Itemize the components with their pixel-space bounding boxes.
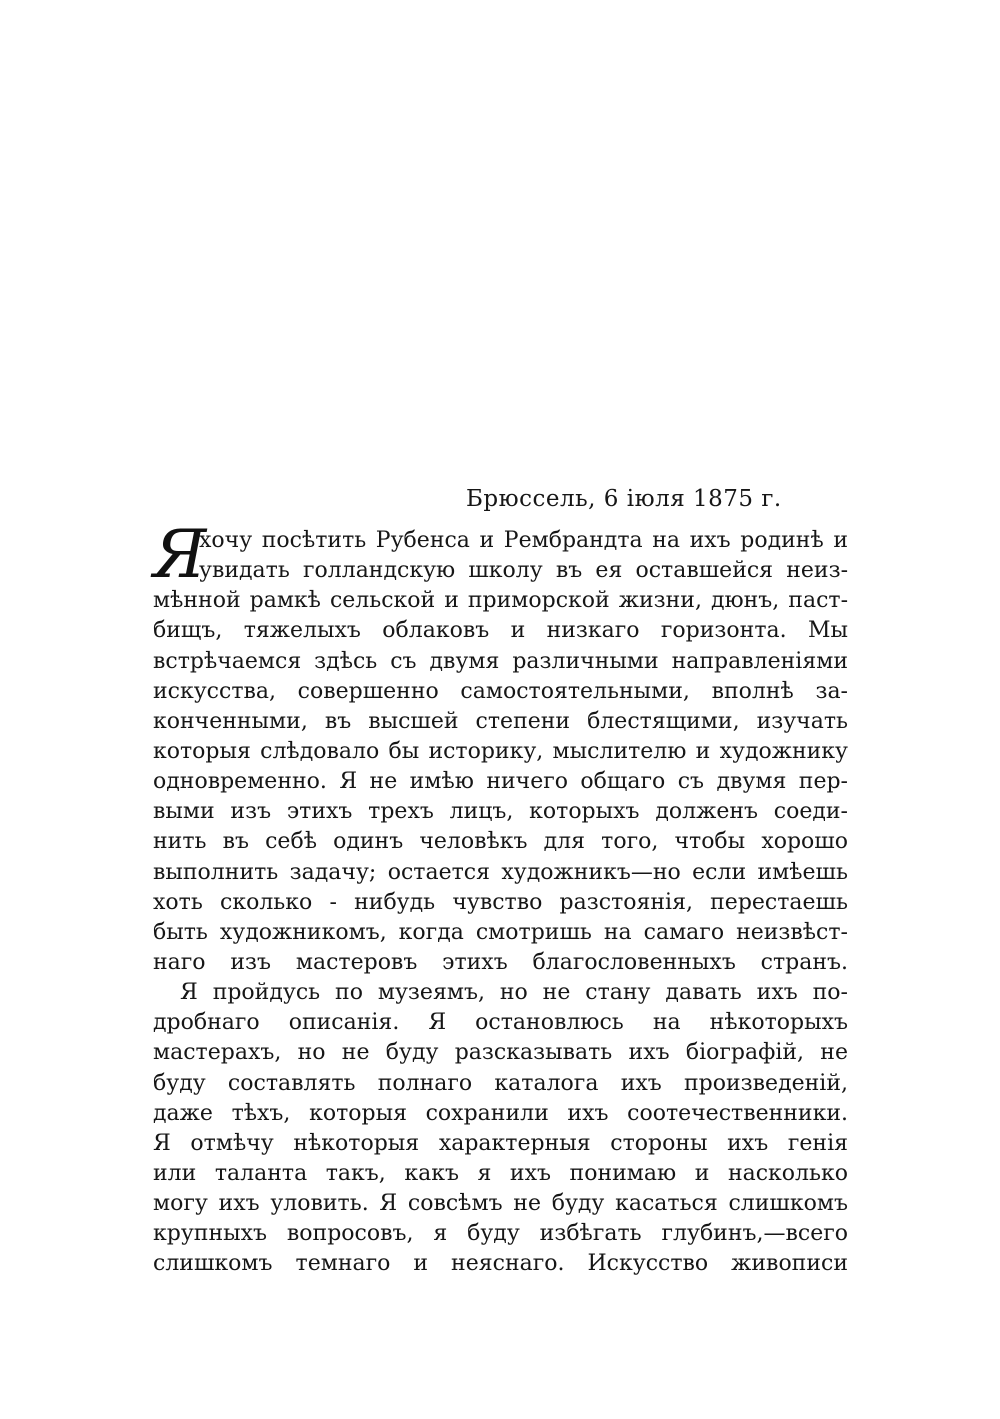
text-line: хочу посѣтить Рубенса и Рембрандта на ихъ родинѣ и bbox=[199, 528, 848, 553]
text-line: или таланта такъ, какъ я ихъ понимаю и насколько bbox=[153, 1160, 848, 1186]
body-text bbox=[153, 516, 848, 1280]
text-line: нить въ себѣ одинъ человѣкъ для того, чтобы хорошо bbox=[153, 829, 848, 855]
text-line: буду составлять полнаго каталога ихъ произведеній, bbox=[153, 1070, 848, 1096]
text-line: быть художникомъ, когда смотришь на самаго неизвѣст- bbox=[153, 919, 848, 945]
text-line: искусства, совершенно самостоятельными, вполнѣ за- bbox=[153, 678, 848, 704]
text-line: встрѣчаемся здѣсь съ двумя различными направленіями bbox=[153, 648, 848, 674]
text-line: бищъ, тяжелыхъ облаковъ и низкаго горизонта. Мы bbox=[153, 618, 848, 644]
text-line: увидать голландскую школу въ ея оставшейся неиз- bbox=[199, 558, 848, 584]
text-line: одновременно. Я не имѣю ничего общаго съ двумя пер- bbox=[153, 769, 848, 795]
text-line: крупныхъ вопросовъ, я буду избѣгать глубинъ,—всего bbox=[153, 1221, 848, 1247]
text-line: конченными, въ высшей степени блестящими, изучать bbox=[153, 708, 848, 734]
text-line: дробнаго описанія. Я остановлюсь на нѣкоторыхъ bbox=[153, 1010, 848, 1036]
drop-cap: Я bbox=[153, 516, 207, 593]
text-line: слишкомъ темнаго и неяснаго. Искусство живописи bbox=[153, 1251, 848, 1277]
text-line: выми изъ этихъ трехъ лицъ, которыхъ долженъ соеди- bbox=[153, 799, 848, 825]
text-line: которыя слѣдовало бы историку, мыслителю и художнику bbox=[153, 738, 848, 764]
text-line: выполнить задачу; остается художникъ—но если имѣешь bbox=[153, 859, 848, 885]
text-line: даже тѣхъ, которыя сохранили ихъ соотечественники. bbox=[153, 1100, 848, 1126]
text-line: наго изъ мастеровъ этихъ благословенныхъ странъ. bbox=[153, 949, 848, 975]
text-line: мѣнной рамкѣ сельской и приморской жизни, дюнъ, паст- bbox=[153, 588, 848, 614]
text-line: Я пройдусь по музеямъ, но не стану давать ихъ по- bbox=[180, 980, 848, 1006]
text-line: хоть сколько - нибудь чувство разстоянія, перестаешь bbox=[153, 889, 848, 915]
text-line: могу ихъ уловить. Я совсѣмъ не буду касаться слишкомъ bbox=[153, 1191, 848, 1217]
text-line: мастерахъ, но не буду разсказывать ихъ біографій, не bbox=[153, 1040, 848, 1066]
dateline: Брюссель, 6 іюля 1875 г. bbox=[466, 486, 782, 512]
text-line: Я отмѣчу нѣкоторыя характерныя стороны ихъ генія bbox=[153, 1130, 848, 1156]
